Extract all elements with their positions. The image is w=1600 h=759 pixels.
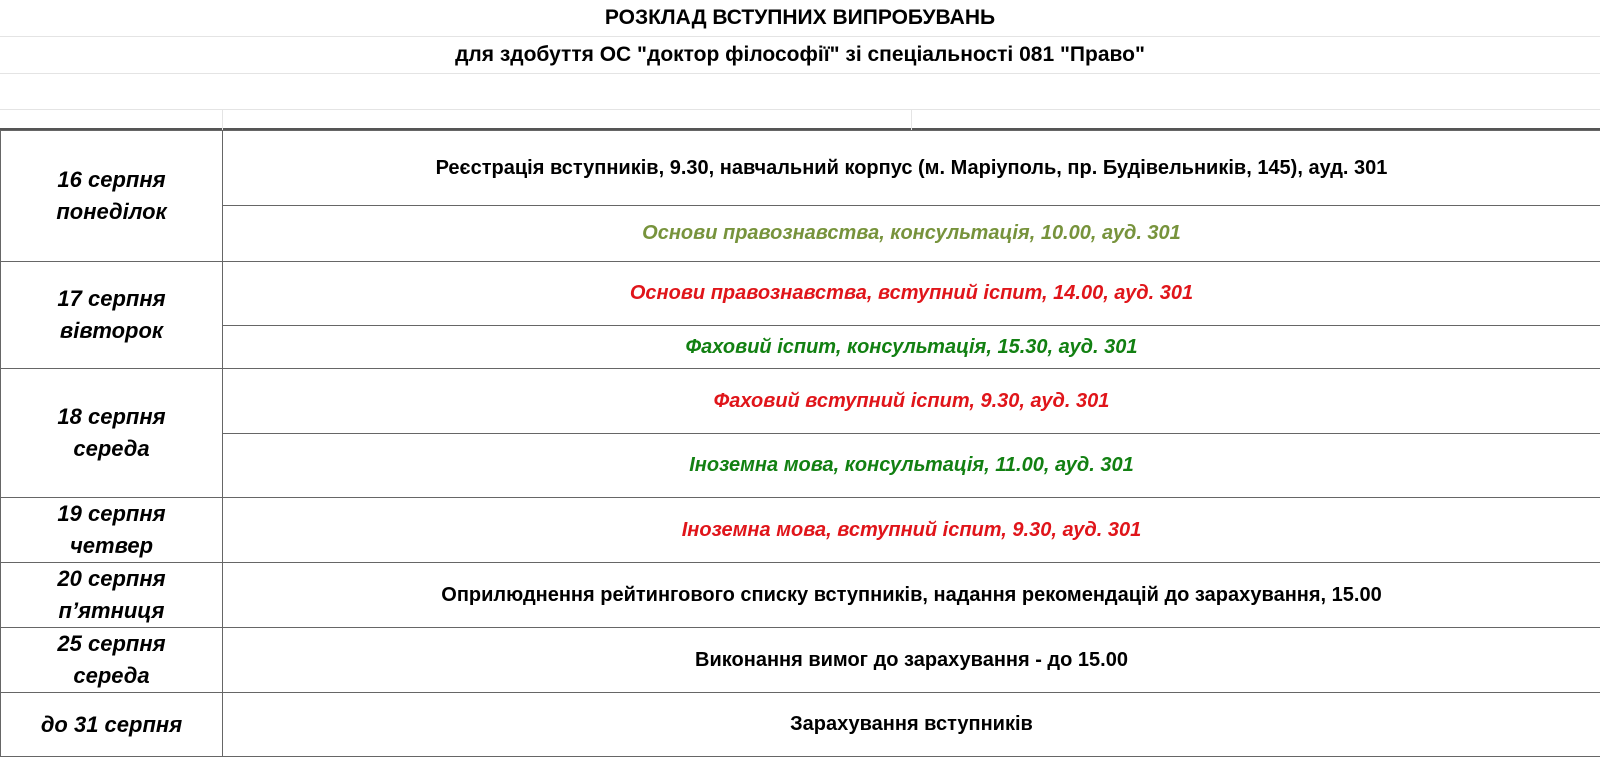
weekday-label: вівторок bbox=[59, 318, 164, 343]
event-cell: Іноземна мова, вступний іспит, 9.30, ауд. 301 bbox=[223, 498, 1600, 563]
table-row bbox=[1, 434, 1600, 498]
page-subtitle: для здобуття ОС "доктор філософії" зі спеціальності 081 "Право" bbox=[0, 37, 1600, 74]
weekday-label: середа bbox=[73, 663, 150, 688]
event-cell: Іноземна мова, консультація, 11.00, ауд. 301 bbox=[223, 434, 1600, 498]
date-cell bbox=[1, 369, 223, 498]
table-row bbox=[1, 326, 1600, 369]
event-cell: Зарахування вступників bbox=[223, 693, 1600, 757]
table-row bbox=[1, 369, 1600, 434]
date-label: 25 серпня bbox=[57, 631, 166, 656]
schedule-table bbox=[0, 130, 1600, 757]
event-cell: Реєстрація вступників, 9.30, навчальний корпус (м. Маріуполь, пр. Будівельників, 145), ауд. 301 bbox=[223, 131, 1600, 206]
grid-divider bbox=[222, 110, 223, 130]
weekday-label: середа bbox=[73, 436, 150, 461]
event-cell: Оприлюднення рейтингового списку вступників, надання рекомендацій до зарахування, 15.00 bbox=[223, 563, 1600, 628]
date-cell bbox=[1, 498, 223, 563]
date-label: 20 серпня bbox=[57, 566, 166, 591]
grid-divider bbox=[911, 110, 912, 130]
empty-row bbox=[0, 110, 1600, 130]
date-label: 16 серпня bbox=[57, 167, 166, 192]
table-row bbox=[1, 262, 1600, 326]
date-label: до 31 серпня bbox=[40, 711, 183, 737]
date-cell bbox=[1, 693, 223, 757]
table-row bbox=[1, 498, 1600, 563]
date-label: 18 серпня bbox=[57, 404, 166, 429]
date-cell bbox=[1, 131, 223, 262]
event-cell: Фаховий вступний іспит, 9.30, ауд. 301 bbox=[223, 369, 1600, 434]
table-row bbox=[1, 206, 1600, 262]
weekday-label: понеділок bbox=[56, 199, 167, 224]
date-cell bbox=[1, 628, 223, 693]
page-title: РОЗКЛАД ВСТУПНИХ ВИПРОБУВАНЬ bbox=[0, 0, 1600, 37]
event-cell: Фаховий іспит, консультація, 15.30, ауд. 301 bbox=[223, 326, 1600, 369]
event-cell: Виконання вимог до зарахування - до 15.00 bbox=[223, 628, 1600, 693]
table-row bbox=[1, 131, 1600, 206]
event-cell: Основи правознавства, вступний іспит, 14.00, ауд. 301 bbox=[223, 262, 1600, 326]
weekday-label: п’ятниця bbox=[58, 598, 165, 623]
event-cell: Основи правознавства, консультація, 10.00, ауд. 301 bbox=[223, 206, 1600, 262]
weekday-label: четвер bbox=[69, 533, 154, 558]
date-label: 17 серпня bbox=[57, 286, 166, 311]
empty-row bbox=[0, 74, 1600, 110]
date-cell bbox=[1, 262, 223, 369]
table-row bbox=[1, 563, 1600, 628]
table-row bbox=[1, 628, 1600, 693]
table-row bbox=[1, 693, 1600, 757]
date-cell bbox=[1, 563, 223, 628]
date-label: 19 серпня bbox=[57, 501, 166, 526]
